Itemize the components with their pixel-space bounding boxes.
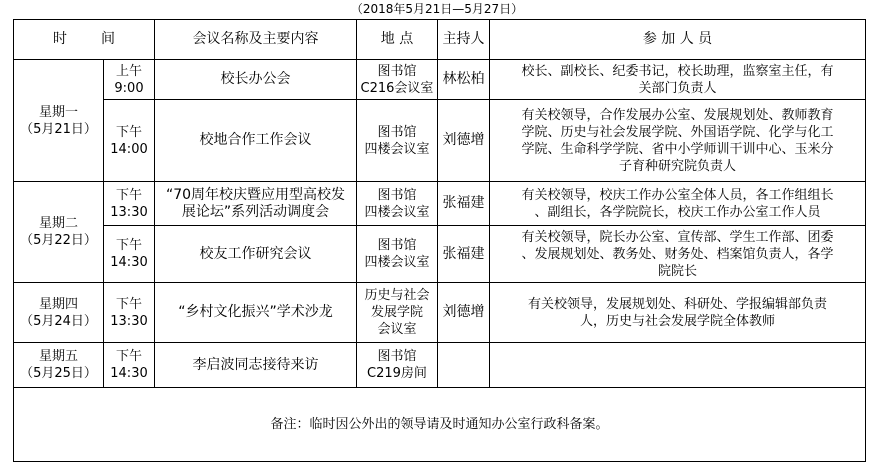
header-host: 主持人 bbox=[438, 20, 490, 60]
table-row bbox=[14, 283, 866, 343]
meeting-place: 图书馆 四楼会议室 bbox=[357, 100, 438, 182]
meeting-attendees: 有关校领导，院长办公室、宣传部、学生工作部、团委 、发展规划处、教务处、财务处、档案馆负责人，各学 院院长 bbox=[490, 226, 866, 283]
day-cell: 星期四 （5月24日） bbox=[14, 283, 104, 343]
meeting-title: “70周年校庆暨应用型高校发 展论坛”系列活动调度会 bbox=[155, 182, 357, 226]
meeting-place: 历史与社会 发展学院 会议室 bbox=[357, 283, 438, 343]
meeting-host: 刘德增 bbox=[438, 100, 490, 182]
time-cell: 下午 14:30 bbox=[104, 343, 155, 388]
meeting-title: 校长办公会 bbox=[155, 60, 357, 100]
table-row bbox=[14, 226, 866, 283]
time-cell: 下午 13:30 bbox=[104, 182, 155, 226]
day-cell: 星期一 （5月21日） bbox=[14, 60, 104, 182]
meeting-host: 张福建 bbox=[438, 182, 490, 226]
meeting-title: 校地合作工作会议 bbox=[155, 100, 357, 182]
header-row bbox=[14, 20, 866, 60]
table-row bbox=[14, 182, 866, 226]
meeting-attendees: 校长、副校长、纪委书记，校长助理，监察室主任，有 关部门负责人 bbox=[490, 60, 866, 100]
time-cell: 下午 14:00 bbox=[104, 100, 155, 182]
table-row bbox=[14, 100, 866, 182]
footnote: 备注：临时因公外出的领导请及时通知办公室行政科备案。 bbox=[14, 388, 866, 462]
meeting-schedule-table bbox=[13, 19, 866, 462]
meeting-attendees: 有关校领导，合作发展办公室、发展规划处、教师教育 学院、历史与社会发展学院、外国语学院、化学与化工 学院、生命科学学院、省中小学师训干训中心、玉米分 子育种研究院负责人 bbox=[490, 100, 866, 182]
header-time: 时 间 bbox=[14, 20, 155, 60]
date-range: （2018年5月21日—5月27日） bbox=[350, 2, 524, 16]
day-cell: 星期五 （5月25日） bbox=[14, 343, 104, 388]
meeting-title: 李启波同志接待来访 bbox=[155, 343, 357, 388]
meeting-title: “乡村文化振兴”学术沙龙 bbox=[155, 283, 357, 343]
time-cell: 上午 9:00 bbox=[104, 60, 155, 100]
time-cell: 下午 14:30 bbox=[104, 226, 155, 283]
day-cell: 星期二 （5月22日） bbox=[14, 182, 104, 283]
meeting-host bbox=[438, 343, 490, 388]
meeting-attendees: 有关校领导，发展规划处、科研处、学报编辑部负责 人，历史与社会发展学院全体教师 bbox=[490, 283, 866, 343]
header-attendees: 参 加 人 员 bbox=[490, 20, 866, 60]
meeting-place: 图书馆 四楼会议室 bbox=[357, 226, 438, 283]
meeting-host: 张福建 bbox=[438, 226, 490, 283]
table-row bbox=[14, 60, 866, 100]
meeting-host: 刘德增 bbox=[438, 283, 490, 343]
header-content: 会议名称及主要内容 bbox=[155, 20, 357, 60]
meeting-host: 林松柏 bbox=[438, 60, 490, 100]
meeting-title: 校友工作研究会议 bbox=[155, 226, 357, 283]
meeting-place: 图书馆 四楼会议室 bbox=[357, 182, 438, 226]
meeting-attendees bbox=[490, 343, 866, 388]
meeting-place: 图书馆 C216会议室 bbox=[357, 60, 438, 100]
table-row bbox=[14, 343, 866, 388]
note-row bbox=[14, 388, 866, 462]
meeting-place: 图书馆 C219房间 bbox=[357, 343, 438, 388]
meeting-attendees: 有关校领导，校庆工作办公室全体人员，各工作组组长 、副组长，各学院院长，校庆工作办公室工作人员 bbox=[490, 182, 866, 226]
header-place: 地 点 bbox=[357, 20, 438, 60]
time-cell: 下午 13:30 bbox=[104, 283, 155, 343]
